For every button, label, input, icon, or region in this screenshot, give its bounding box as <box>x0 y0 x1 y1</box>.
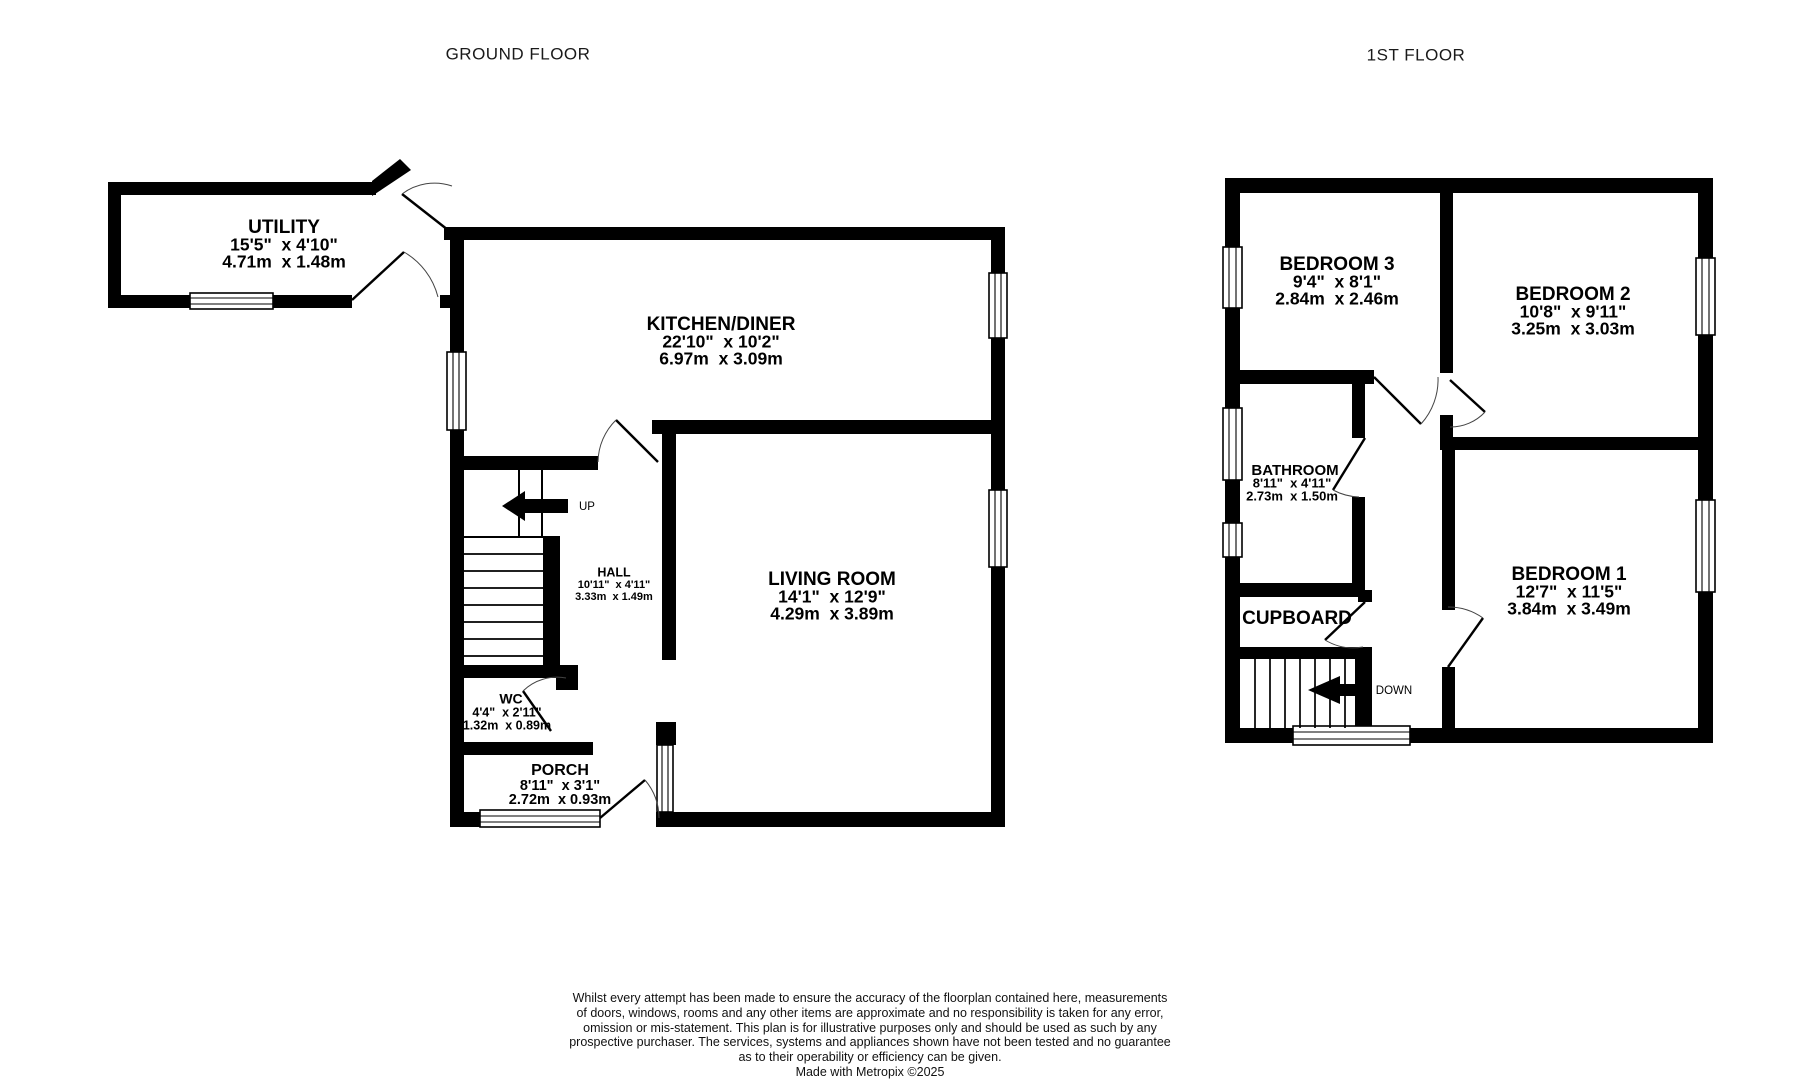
utility-window <box>190 293 273 309</box>
ground-floor-walls-segment <box>444 227 1005 240</box>
bedroom2-window <box>1696 258 1715 335</box>
room-dims-metric-living: 4.29m x 3.89m <box>770 603 894 624</box>
room-dims-metric-bathroom: 2.73m x 1.50m <box>1246 488 1338 504</box>
bedroom1-window-segment <box>1696 500 1715 592</box>
room-label-kitchen: KITCHEN/DINER <box>646 314 796 336</box>
room-dims-metric-kitchen: 6.97m x 3.09m <box>659 348 783 369</box>
front-sidelight-window <box>657 745 673 812</box>
first-floor-walls-segment <box>1240 647 1363 659</box>
ground-floor-walls-segment <box>543 537 560 665</box>
porch-label-group <box>509 762 611 808</box>
room-dims-imperial-porch: 8'11" x 3'1" <box>519 777 601 794</box>
ground-floor-walls-segment <box>450 742 593 755</box>
first-floor-walls-segment <box>1440 437 1713 450</box>
bedroom1-label-group <box>1507 564 1631 619</box>
bedroom3-door <box>1374 377 1438 424</box>
disclaimer-line: as to their operability or efficiency can be given. <box>738 1050 1002 1065</box>
room-label-utility: UTILITY <box>248 217 320 239</box>
utility-label-group <box>222 217 346 272</box>
room-dims-metric-porch: 2.72m x 0.93m <box>508 791 612 808</box>
bathroom-window-upper <box>1223 408 1242 480</box>
room-dims-imperial-bedroom2: 10'8" x 9'11" <box>1519 301 1627 322</box>
first-floor-walls-segment <box>1355 647 1372 728</box>
room-dims-imperial-bedroom3: 9'4" x 8'1" <box>1292 271 1382 292</box>
first-floor-title: 1ST FLOOR <box>1366 45 1466 65</box>
living-room-window-segment <box>989 490 1007 567</box>
ground-floor-windows <box>190 273 1007 827</box>
room-dims-metric-wc: 1.32m x 0.89m <box>462 718 552 733</box>
utility-door-segment <box>402 194 448 230</box>
kitchen-hall-door-segment <box>598 420 616 462</box>
room-label-bathroom: BATHROOM <box>1251 461 1339 479</box>
room-label-wc: WC <box>499 690 523 707</box>
room-label-porch: PORCH <box>531 762 589 780</box>
room-label-bedroom1: BEDROOM 1 <box>1511 564 1627 586</box>
room-dims-metric-bedroom2: 3.25m x 3.03m <box>1511 318 1635 339</box>
utility-door-segment <box>402 183 452 194</box>
disclaimer-line: Whilst every attempt has been made to ensure the accuracy of the floorplan contained here, measurements <box>572 991 1168 1005</box>
down-label: DOWN <box>1375 685 1413 698</box>
kitchen-west-window-segment <box>447 352 466 430</box>
bedroom1-door-segment <box>1448 618 1483 667</box>
bedroom1-door <box>1448 607 1483 667</box>
disclaimer-credit: Made with Metropix ©2025 <box>795 1064 945 1079</box>
porch-window-segment <box>480 810 600 827</box>
room-label-bedroom3: BEDROOM 3 <box>1279 254 1395 276</box>
ground-floor-walls-segment <box>108 182 121 308</box>
room-label-cupboard: CUPBOARD <box>1242 608 1352 630</box>
bedroom2-window-segment <box>1696 258 1715 335</box>
bathroom-window-upper-segment <box>1223 408 1242 480</box>
ground-floor-walls-segment <box>662 434 676 660</box>
utility-window-segment <box>190 293 273 309</box>
front-sidelight-window-segment <box>657 745 673 812</box>
room-dims-metric-bedroom3: 2.84m x 2.46m <box>1275 288 1399 309</box>
kitchen-east-window <box>989 273 1007 338</box>
room-label-hall: HALL <box>597 565 631 580</box>
bedroom3-window <box>1223 247 1242 308</box>
first-floor-stairs <box>1255 659 1412 728</box>
room-dims-imperial-kitchen: 22'10" x 10'2" <box>662 331 780 352</box>
kitchen-hall-door-segment <box>616 420 658 462</box>
ground-floor-walls-segment <box>450 812 480 827</box>
first-floor-walls-segment <box>1225 583 1365 597</box>
bedroom2-door-segment <box>1450 380 1485 412</box>
first-floor-walls-segment <box>1225 178 1713 193</box>
ground-floor-walls-segment <box>108 182 376 195</box>
disclaimer <box>0 991 1740 1080</box>
bedroom3-label-group <box>1275 254 1399 309</box>
ground-floor-title: GROUND FLOOR <box>445 44 591 64</box>
disclaimer-line: of doors, windows, rooms and any other items are approximate and no responsibility is taken for any error, <box>576 1005 1164 1020</box>
first-floor-walls-segment <box>1225 370 1374 384</box>
utility-door-segment <box>352 252 404 300</box>
landing-window-segment <box>1293 726 1410 745</box>
first-floor-walls-segment <box>1440 193 1453 373</box>
cupboard-door-segment <box>1325 640 1363 648</box>
disclaimer-line: omission or mis-statement. This plan is for illustrative purposes only and should be used as such by any <box>583 1020 1157 1035</box>
room-label-bedroom2: BEDROOM 2 <box>1515 284 1631 306</box>
room-dims-metric-utility: 4.71m x 1.48m <box>222 251 346 272</box>
ground-floor-walls-segment <box>656 722 676 745</box>
kitchen-east-window-segment <box>989 273 1007 338</box>
room-dims-metric-bedroom1: 3.84m x 3.49m <box>1507 598 1631 619</box>
bathroom-window-lower-segment <box>1223 523 1242 557</box>
bedroom2-label-group <box>1511 284 1635 339</box>
ground-floor-walls-segment <box>450 456 598 470</box>
room-dims-imperial-hall: 10'11" x 4'11" <box>577 578 651 591</box>
utility-door <box>352 183 452 300</box>
kitchen-hall-door <box>598 420 658 462</box>
hall-label-group <box>575 565 653 603</box>
ground-floor-walls-segment <box>656 812 1005 827</box>
ground-floor-walls-segment <box>450 665 556 678</box>
room-dims-imperial-utility: 15'5" x 4'10" <box>230 234 338 255</box>
living-room-window <box>989 490 1007 567</box>
kitchen-west-window <box>447 352 466 430</box>
utility-door-segment <box>404 252 438 297</box>
bathroom-label-group <box>1246 462 1339 503</box>
first-floor-walls-segment <box>1442 450 1455 610</box>
bedroom3-door-segment <box>1421 377 1438 424</box>
ground-floor-plan <box>108 159 1007 827</box>
kitchen-label-group <box>647 314 796 369</box>
ground-floor-walls-segment <box>273 295 352 308</box>
up-label: UP <box>579 501 595 514</box>
ground-floor-walls-segment <box>450 227 464 352</box>
room-dims-imperial-bathroom: 8'11" x 4'11" <box>1252 475 1332 491</box>
bathroom-window-lower <box>1223 523 1242 557</box>
first-floor-plan <box>1223 178 1715 745</box>
ground-floor-walls-segment <box>652 420 1005 434</box>
room-dims-metric-hall: 3.33m x 1.49m <box>575 590 653 603</box>
living-room-label-group <box>768 569 896 624</box>
ground-floor-stairs <box>464 470 595 656</box>
bedroom2-door <box>1450 380 1485 427</box>
bedroom1-window <box>1696 500 1715 592</box>
room-dims-imperial-living: 14'1" x 12'9" <box>778 586 886 607</box>
first-floor-walls-segment <box>1352 384 1365 438</box>
first-floor-walls-segment <box>1352 497 1365 583</box>
bedroom2-door-segment <box>1450 412 1485 427</box>
room-dims-imperial-bedroom1: 12'7" x 11'5" <box>1515 581 1623 602</box>
wc-label-group <box>463 691 551 733</box>
porch-window <box>480 810 600 827</box>
room-label-living: LIVING ROOM <box>768 569 896 591</box>
bedroom3-window-segment <box>1223 247 1242 308</box>
room-dims-imperial-wc: 4'4" x 2'11" <box>472 705 542 720</box>
first-floor-walls-segment <box>1442 667 1455 728</box>
up-arrow-icon <box>502 491 568 521</box>
ground-floor-walls-segment <box>108 295 190 308</box>
bedroom3-door-segment <box>1374 377 1421 424</box>
ground-floor-walls-segment <box>372 159 411 196</box>
disclaimer-line: prospective purchaser. The services, systems and appliances shown have not been tested and no guarantee <box>569 1035 1171 1050</box>
first-floor-walls-segment <box>1358 590 1372 602</box>
landing-window <box>1293 726 1410 745</box>
